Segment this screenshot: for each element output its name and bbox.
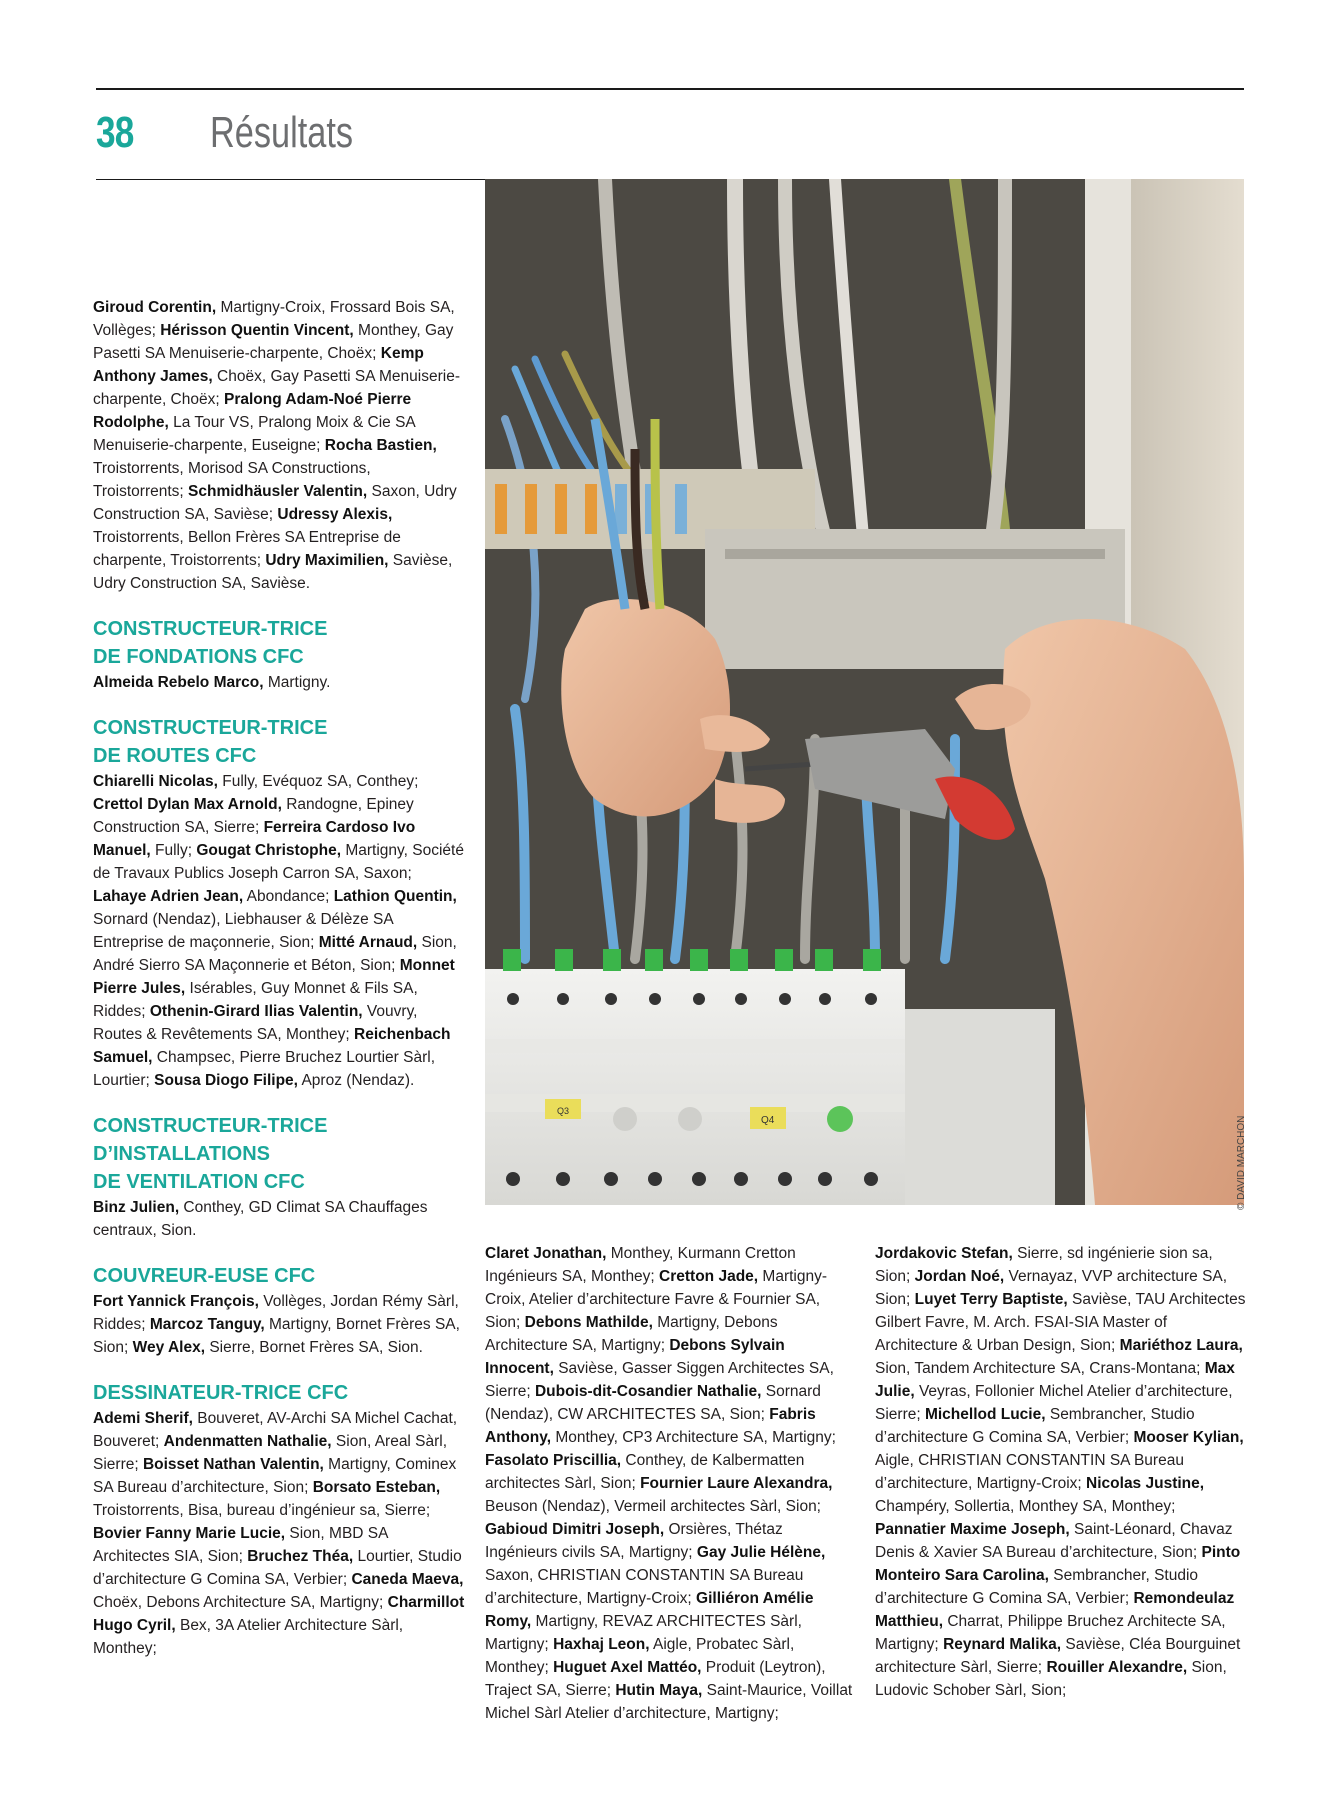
person-info: Saxon, CHRISTIAN CONSTANTIN SA Bureau d’architecture, Martigny-Croix; — [485, 1567, 804, 1607]
photo-credit: © DAVID MARCHON — [1236, 1115, 1247, 1210]
category-heading-line: D’INSTALLATIONS — [93, 1143, 271, 1165]
category-paragraph — [875, 1242, 1247, 1702]
person-info: Martigny, REVAZ ARCHITECTES Sàrl, Martigny; — [485, 1613, 802, 1653]
person-info: Bouveret, AV-Archi SA Michel Cachat, Bouveret; — [93, 1410, 458, 1450]
person-name: Pralong Adam-Noé Pierre Rodolphe, — [93, 391, 412, 431]
person-info: Champsec, Pierre Bruchez Lourtier Sàrl, Lourtier; — [93, 1049, 436, 1089]
category-paragraph — [93, 671, 465, 694]
person-name: Almeida Rebelo Marco, — [93, 674, 264, 691]
person-info: Fully; — [150, 842, 197, 859]
person-info: Monthey, Kurmann Cretton Ingénieurs SA, Monthey; — [485, 1245, 796, 1285]
person-name: Ferreira Cardoso Ivo Manuel, — [93, 819, 416, 859]
person-name: Gilliéron Amélie Romy, — [485, 1590, 814, 1630]
person-info: Martigny. — [263, 674, 331, 691]
person-info: Abondance; — [243, 888, 334, 905]
person-info: Sion, MBD SA Architectes SIA, Sion; — [93, 1525, 388, 1565]
person-info: Conthey, de Kalbermatten architectes Sàrl, Sion; — [485, 1452, 805, 1492]
person-name: Nicolas Justine, — [1086, 1475, 1205, 1492]
person-info: Troistorrents, Morisod SA Constructions, Troistorrents; — [93, 460, 371, 500]
category-heading-line: CONSTRUCTEUR-TRICE — [93, 717, 328, 739]
person-info: Choëx, Gay Pasetti SA Menuiserie-charpente, Choëx; — [93, 368, 460, 408]
person-info: Monthey, Gay Pasetti SA Menuiserie-charpente, Choëx; — [93, 322, 454, 362]
person-info: Produit (Leytron), Traject SA, Sierre; — [485, 1659, 826, 1699]
person-name: Fort Yannick François, — [93, 1293, 259, 1310]
person-info: Savièse, TAU Architectes Gilbert Favre, M. Arch. FSAI-SIA Master of Architecture & Urban Design, Sion; — [875, 1291, 1246, 1354]
person-name: Wey Alex, — [132, 1339, 206, 1356]
intro-paragraph — [93, 296, 465, 595]
person-info: Conthey, GD Climat SA Chauffages centraux, Sion. — [93, 1199, 428, 1239]
person-info: Sierre, sd ingénierie sion sa, Sion; — [875, 1245, 1213, 1285]
person-name: Bruchez Théa, — [247, 1548, 354, 1565]
person-info: Randogne, Epiney Construction SA, Sierre; — [93, 796, 414, 836]
person-name: Othenin-Girard Ilias Valentin, — [149, 1003, 363, 1020]
category-heading — [93, 615, 465, 671]
electrician-photo — [485, 179, 1244, 1205]
person-name: Luyet Terry Baptiste, — [914, 1291, 1068, 1308]
column-2 — [485, 1242, 857, 1725]
person-info: Orsières, Thétaz Ingénieurs civils SA, Martigny; — [485, 1521, 783, 1561]
person-info: Charrat, Philippe Bruchez Architecte SA, Martigny; — [875, 1613, 1226, 1653]
person-name: Hérisson Quentin Vincent, — [160, 322, 354, 339]
person-name: Ademi Sherif, — [93, 1410, 193, 1427]
person-info: Sembrancher, Studio d’architecture G Comina SA, Verbier; — [875, 1567, 1199, 1607]
page-number: 38 — [96, 108, 134, 157]
person-name: Reynard Malika, — [943, 1636, 1062, 1653]
person-name: Binz Julien, — [93, 1199, 180, 1216]
person-name: Pinto Monteiro Sara Carolina, — [875, 1544, 1241, 1584]
category-heading — [93, 1112, 465, 1196]
person-info: Sornard (Nendaz), Liebhauser & Délèze SA Entreprise de maçonnerie, Sion; — [93, 911, 393, 951]
category-heading-line: DESSINATEUR-TRICE CFC — [93, 1382, 349, 1404]
person-name: Boisset Nathan Valentin, — [142, 1456, 324, 1473]
person-name: Hutin Maya, — [615, 1682, 703, 1699]
person-name: Borsato Esteban, — [312, 1479, 441, 1496]
column-1 — [93, 296, 465, 1660]
person-info: Sion, Areal Sàrl, Sierre; — [93, 1433, 448, 1473]
person-name: Kemp Anthony James, — [93, 345, 424, 385]
person-info: Sion, André Sierro SA Maçonnerie et Béton, Sion; — [93, 934, 457, 974]
person-name: Mitté Arnaud, — [318, 934, 418, 951]
person-name: Remondeulaz Matthieu, — [875, 1590, 1235, 1630]
person-info: Sembrancher, Studio d’architecture G Comina SA, Verbier; — [875, 1406, 1195, 1446]
page-title: Résultats — [210, 108, 354, 157]
person-name: Monnet Pierre Jules, — [93, 957, 455, 997]
person-info: Fully, Evéquoz SA, Conthey; — [217, 773, 419, 790]
person-name: Fasolato Priscillia, — [485, 1452, 622, 1469]
person-info: Sion, Ludovic Schober Sàrl, Sion; — [875, 1659, 1227, 1699]
person-info: Monthey, CP3 Architecture SA, Martigny; — [551, 1429, 836, 1446]
person-name: Debons Mathilde, — [524, 1314, 653, 1331]
person-info: Troistorrents, Bellon Frères SA Entreprise de charpente, Troistorrents; — [93, 529, 401, 569]
category-paragraph — [93, 770, 465, 1092]
person-info: Savièse, Gasser Siggen Architectes SA, Sierre; — [485, 1360, 834, 1400]
label-q4: Q4 — [761, 1115, 775, 1126]
person-name: Gay Julie Hélène, — [696, 1544, 826, 1561]
person-name: Michellod Lucie, — [924, 1406, 1046, 1423]
person-name: Rocha Bastien, — [324, 437, 437, 454]
category-paragraph — [93, 1407, 465, 1660]
person-info: Vernayaz, VVP architecture SA, Sion; — [875, 1268, 1228, 1308]
category-heading — [93, 714, 465, 770]
person-info: Savièse, Udry Construction SA, Savièse. — [93, 552, 453, 592]
person-info: Beuson (Nendaz), Vermeil architectes Sàrl, Sion; — [485, 1498, 821, 1515]
category-heading-line: DE VENTILATION CFC — [93, 1171, 305, 1193]
person-info: Martigny, Debons Architecture SA, Martigny; — [485, 1314, 778, 1354]
person-name: Huguet Axel Mattéo, — [553, 1659, 702, 1676]
person-info: La Tour VS, Pralong Moix & Cie SA Menuiserie-charpente, Euseigne; — [93, 414, 415, 454]
person-info: Veyras, Follonier Michel Atelier d’architecture, Sierre; — [875, 1383, 1233, 1423]
person-info: Lourtier, Studio d’architecture G Comina SA, Verbier; — [93, 1548, 462, 1588]
person-info: Sierre, Bornet Frères SA, Sion. — [205, 1339, 423, 1356]
person-info: Aigle, CHRISTIAN CONSTANTIN SA Bureau d’architecture, Martigny-Croix; — [875, 1452, 1184, 1492]
person-name: Haxhaj Leon, — [553, 1636, 650, 1653]
person-name: Mariéthoz Laura, — [1119, 1337, 1243, 1354]
person-name: Marcoz Tanguy, — [149, 1316, 265, 1333]
person-name: Dubois-dit-Cosandier Nathalie, — [534, 1383, 762, 1400]
person-name: Chiarelli Nicolas, — [93, 773, 218, 790]
person-info: Troistorrents, Bisa, bureau d’ingénieur sa, Sierre; — [93, 1502, 431, 1519]
person-info: Sornard (Nendaz), CW ARCHITECTES SA, Sion; — [485, 1383, 821, 1423]
person-name: Crettol Dylan Max Arnold, — [93, 796, 282, 813]
category-heading-line: CONSTRUCTEUR-TRICE — [93, 1115, 328, 1137]
person-name: Max Julie, — [875, 1360, 1235, 1400]
person-name: Cretton Jade, — [659, 1268, 759, 1285]
category-heading-line: CONSTRUCTEUR-TRICE — [93, 618, 328, 640]
person-info: Saint-Maurice, Voillat Michel Sàrl Atelier d’architecture, Martigny; — [485, 1682, 853, 1722]
category-heading-line: DE ROUTES CFC — [93, 745, 257, 767]
person-info: Martigny-Croix, Atelier d’architecture Favre & Fournier SA, Sion; — [485, 1268, 828, 1331]
person-name: Fournier Laure Alexandra, — [640, 1475, 833, 1492]
person-name: Debons Sylvain Innocent, — [485, 1337, 785, 1377]
category-heading-line: DE FONDATIONS CFC — [93, 646, 304, 668]
person-info: Aigle, Probatec Sàrl, Monthey; — [485, 1636, 795, 1676]
person-info: Vouvry, Routes & Revêtements SA, Monthey; — [93, 1003, 418, 1043]
person-name: Jordan Noé, — [914, 1268, 1005, 1285]
person-info: Champéry, Sollertia, Monthey SA, Monthey; — [875, 1498, 1176, 1515]
person-info: Saint-Léonard, Chavaz Denis & Xavier SA Bureau d’architecture, Sion; — [875, 1521, 1233, 1561]
person-name: Udressy Alexis, — [277, 506, 393, 523]
category-heading — [93, 1262, 465, 1290]
person-name: Claret Jonathan, — [485, 1245, 607, 1262]
person-name: Gabioud Dimitri Joseph, — [485, 1521, 665, 1538]
person-info: Vollèges, Jordan Rémy Sàrl, Riddes; — [93, 1293, 459, 1333]
person-name: Lahaye Adrien Jean, — [93, 888, 244, 905]
person-name: Fabris Anthony, — [485, 1406, 816, 1446]
person-name: Rouiller Alexandre, — [1046, 1659, 1188, 1676]
category-paragraph — [485, 1242, 857, 1725]
category-heading-line: COUVREUR-EUSE CFC — [93, 1265, 316, 1287]
person-name: Sousa Diogo Filipe, — [154, 1072, 298, 1089]
person-info: Bex, 3A Atelier Architecture Sàrl, Monthey; — [93, 1617, 404, 1657]
person-name: Giroud Corentin, — [93, 299, 217, 316]
person-name: Jordakovic Stefan, — [875, 1245, 1013, 1262]
person-info: Martigny, Société de Travaux Publics Joseph Carron SA, Saxon; — [93, 842, 464, 882]
person-info: Isérables, Guy Monnet & Fils SA, Riddes; — [93, 980, 418, 1020]
person-name: Charmillot Hugo Cyril, — [93, 1594, 465, 1634]
person-info: Martigny-Croix, Frossard Bois SA, Vollèges; — [93, 299, 455, 339]
person-name: Pannatier Maxime Joseph, — [875, 1521, 1070, 1538]
person-info: Sion, Tandem Architecture SA, Crans-Montana; — [875, 1360, 1205, 1377]
column-3 — [875, 1242, 1247, 1702]
person-name: Caneda Maeva, — [351, 1571, 464, 1588]
person-info: Choëx, Debons Architecture SA, Martigny; — [93, 1594, 388, 1611]
person-name: Udry Maximilien, — [265, 552, 389, 569]
category-paragraph — [93, 1196, 465, 1242]
category-paragraph — [93, 1290, 465, 1359]
person-name: Andenmatten Nathalie, — [163, 1433, 332, 1450]
top-rule — [96, 88, 1244, 90]
person-name: Bovier Fanny Marie Lucie, — [93, 1525, 286, 1542]
person-info: Martigny, Cominex SA Bureau d’architecture, Sion; — [93, 1456, 457, 1496]
person-info: Saxon, Udry Construction SA, Savièse; — [93, 483, 457, 523]
person-info: Martigny, Bornet Frères SA, Sion; — [93, 1316, 460, 1356]
person-name: Reichenbach Samuel, — [93, 1026, 451, 1066]
person-name: Mooser Kylian, — [1133, 1429, 1244, 1446]
person-info: Savièse, Cléa Bourguinet architecture Sàrl, Sierre; — [875, 1636, 1241, 1676]
person-info: Aproz (Nendaz). — [298, 1072, 415, 1089]
person-name: Lathion Quentin, — [333, 888, 457, 905]
category-heading — [93, 1379, 465, 1407]
person-name: Gougat Christophe, — [196, 842, 342, 859]
person-name: Schmidhäusler Valentin, — [188, 483, 368, 500]
label-q3: Q3 — [557, 1106, 570, 1116]
